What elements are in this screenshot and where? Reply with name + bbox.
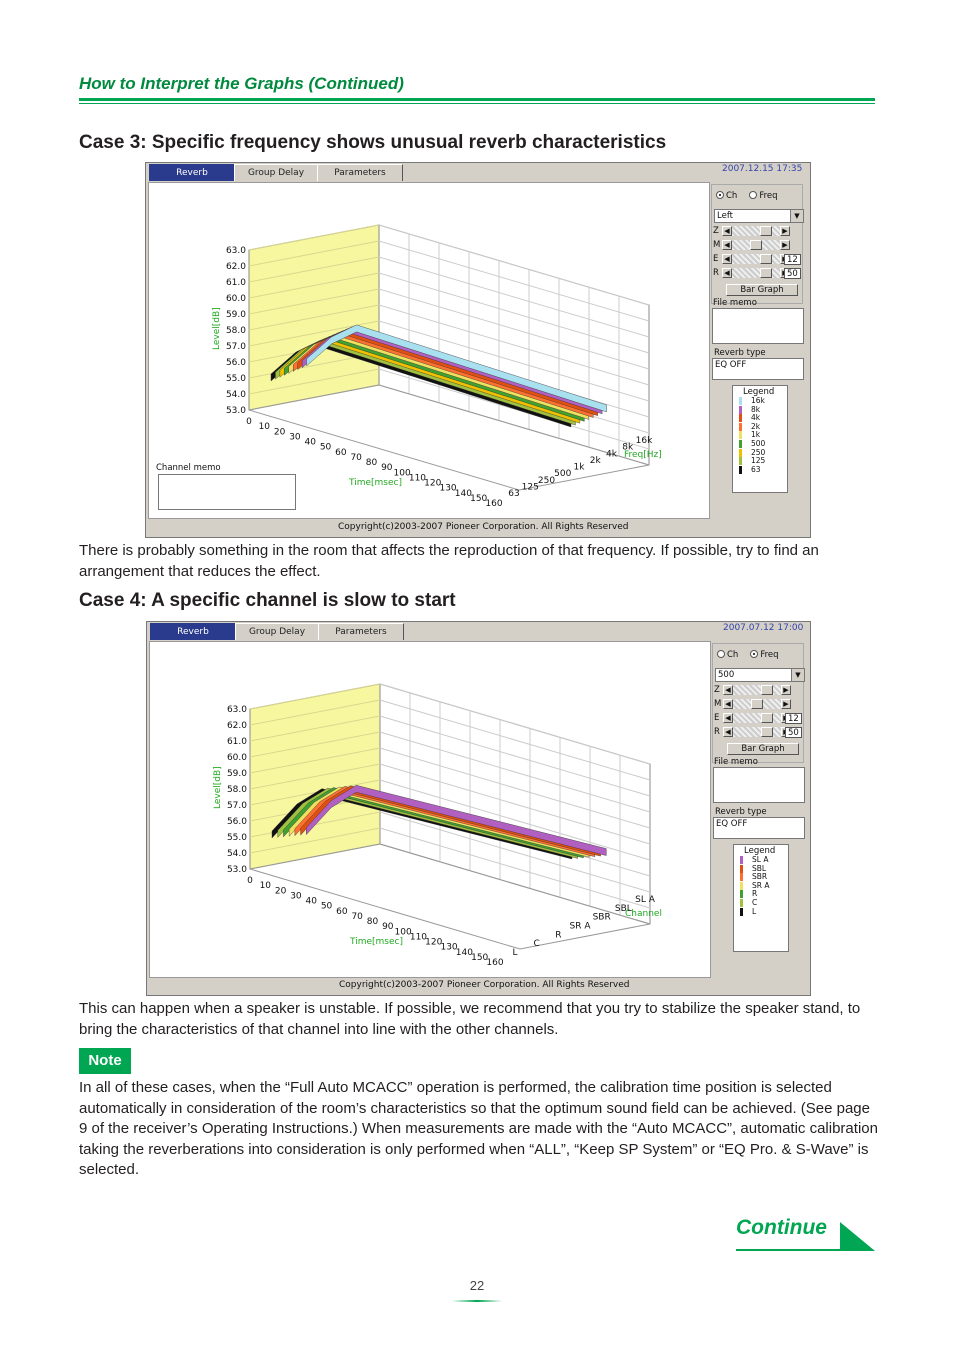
reverb-3d-chart <box>150 642 710 977</box>
case4-body: This can happen when a speaker is unstable. If possible, we recommend that you try to stabilize the speaker stand, to bring the characteristics of that channel into line with the other channels. <box>79 1000 861 1038</box>
slider-label-m: M <box>714 699 722 709</box>
legend-label: 8k <box>751 404 761 414</box>
time-tick-label: 40 <box>304 437 316 448</box>
channel-memo-label: Channel memo <box>156 463 221 473</box>
legend-label: SR A <box>752 880 770 890</box>
y-tick-label: 59.0 <box>225 310 246 320</box>
slider-label-z: Z <box>714 685 720 695</box>
y-axis-label: Level[dB] <box>212 307 222 350</box>
radio-freq-label: Freq <box>759 191 778 201</box>
depth-tick-label: 2k <box>589 455 601 466</box>
slider-thumb-e[interactable] <box>760 254 772 264</box>
graph-area <box>149 641 711 978</box>
time-tick-label: 30 <box>290 891 302 902</box>
tab-parameters[interactable]: Parameters <box>318 623 404 640</box>
depth-tick-label: L <box>512 948 518 958</box>
radio-freq[interactable] <box>750 650 778 660</box>
time-tick-label: 10 <box>259 881 272 892</box>
depth-tick-label: SR A <box>569 921 591 932</box>
timestamp: 2007.12.15 17:35 <box>722 164 803 174</box>
r-value-box[interactable]: 50 <box>784 268 801 279</box>
slider-thumb-m[interactable] <box>750 240 762 250</box>
arrow-left-icon[interactable]: ◀ <box>723 699 733 709</box>
chevron-down-icon[interactable]: ▼ <box>790 210 803 222</box>
time-tick-label: 50 <box>319 442 332 453</box>
y-tick-label: 59.0 <box>226 769 247 779</box>
graph-area <box>148 182 710 519</box>
slider-label-e: E <box>713 254 719 264</box>
y-tick-label: 56.0 <box>225 358 246 368</box>
y-tick-label: 57.0 <box>225 342 246 352</box>
time-tick-label: 40 <box>305 896 317 907</box>
legend-label: 2k <box>751 421 761 431</box>
radio-ch[interactable] <box>717 650 738 660</box>
tab-group-delay[interactable]: Group Delay <box>234 164 318 181</box>
time-tick-label: 10 <box>258 422 271 433</box>
depth-tick-label: R <box>555 930 562 941</box>
time-tick-label: 150 <box>471 952 489 963</box>
slider-track-z[interactable] <box>733 685 781 695</box>
y-tick-label: 54.0 <box>225 390 246 400</box>
time-tick-label: 60 <box>336 906 348 917</box>
tab-reverb[interactable]: Reverb <box>150 623 236 640</box>
slider-track-e[interactable] <box>732 254 780 264</box>
reverb-3d-chart <box>149 183 709 518</box>
y-tick-label: 63.0 <box>226 705 247 715</box>
depth-tick-label: 500 <box>554 469 572 480</box>
legend-title: Legend <box>744 846 776 856</box>
legend-swatch <box>740 873 743 881</box>
y-tick-label: 58.0 <box>225 326 246 336</box>
arrow-right-icon[interactable]: ▶ <box>780 226 790 236</box>
radio-ch-label: Ch <box>727 650 739 660</box>
slider-thumb-z[interactable] <box>761 685 773 695</box>
timestamp: 2007.07.12 17:00 <box>723 623 804 633</box>
radio-freq-label: Freq <box>760 650 779 660</box>
case4-title: Case 4: A specific channel is slow to start <box>79 590 456 611</box>
time-tick-label: 20 <box>273 427 286 438</box>
slider-thumb-z[interactable] <box>760 226 772 236</box>
tab-group-delay[interactable]: Group Delay <box>235 623 319 640</box>
legend-label: R <box>752 889 758 899</box>
header-rule-thin <box>79 103 875 104</box>
time-tick-label: 90 <box>381 463 393 474</box>
slider-thumb-m[interactable] <box>751 699 763 709</box>
time-tick-label: 0 <box>247 876 253 886</box>
arrow-left-icon[interactable]: ◀ <box>722 240 732 250</box>
arrow-left-icon[interactable]: ◀ <box>723 685 733 695</box>
depth-tick-label: 250 <box>537 475 556 486</box>
page-number: 22 <box>469 1278 485 1293</box>
mode-radio-group <box>717 650 779 660</box>
note-body: In all of these cases, when the “Full Auto MCACC” operation is performed, the calibration time position is selected automatically in consideration of the room’s characteristics so that the optimum sound field can be achieved. (See page 9 of the receiver’s Operating Instructions.) When measurements are made with the “Auto MCACC”, automatic calibration taking the reverberations into consideration is only performed when “ALL”, “Keep SP System” or “EQ Pro. & S-Wave” is selected. <box>79 1079 878 1178</box>
time-tick-label: 30 <box>289 432 301 443</box>
time-tick-label: 120 <box>425 937 443 948</box>
slider-track-e[interactable] <box>733 713 781 723</box>
time-tick-label: 160 <box>486 958 504 968</box>
time-tick-label: 100 <box>393 468 411 479</box>
reverb-type-field: EQ OFF <box>712 358 804 380</box>
y-tick-label: 62.0 <box>225 262 246 272</box>
legend-swatch <box>739 431 742 439</box>
depth-tick-label: SBL <box>614 903 632 914</box>
time-tick-label: 140 <box>455 947 473 958</box>
time-tick-label: 110 <box>408 473 427 484</box>
legend-label: SL A <box>752 855 769 864</box>
time-tick-label: 130 <box>440 942 458 953</box>
legend-swatch <box>739 457 742 465</box>
legend-label: 500 <box>751 439 766 448</box>
controls-group <box>711 184 803 304</box>
slider-thumb-r[interactable] <box>761 727 773 737</box>
arrow-right-icon[interactable]: ▶ <box>781 699 791 709</box>
time-tick-label: 130 <box>439 483 457 494</box>
legend-title: Legend <box>743 387 775 397</box>
bar-graph-button[interactable]: Bar Graph <box>726 284 798 296</box>
arrow-right-icon[interactable]: ▶ <box>780 240 790 250</box>
radio-freq-icon[interactable] <box>749 191 757 199</box>
reverb-screenshot-case4 <box>146 621 811 996</box>
slider-label-z: Z <box>713 226 719 236</box>
legend-swatch <box>739 406 742 414</box>
time-tick-label: 100 <box>394 927 412 938</box>
depth-tick-label: 63 <box>508 489 520 499</box>
legend-label: 4k <box>751 413 761 423</box>
file-memo-label: File memo <box>714 757 758 767</box>
y-tick-label: 54.0 <box>226 849 247 859</box>
time-tick-label: 70 <box>351 911 363 922</box>
section-title: How to Interpret the Graphs (Continued) <box>79 74 404 93</box>
legend-label: 1k <box>751 430 761 440</box>
arrow-left-icon[interactable]: ◀ <box>722 268 732 278</box>
note-badge: Note <box>79 1048 131 1074</box>
y-tick-label: 53.0 <box>226 865 247 875</box>
channel-memo-field[interactable] <box>158 474 296 510</box>
legend-label: SBL <box>752 863 767 873</box>
y-tick-label: 57.0 <box>226 801 247 811</box>
legend-swatch <box>740 856 743 864</box>
channel-select[interactable]: Left ▼ <box>714 209 804 223</box>
reverb-screenshot-case3 <box>145 162 811 538</box>
slider-label-m: M <box>713 240 721 250</box>
tab-parameters[interactable]: Parameters <box>317 164 403 181</box>
control-panel <box>711 182 807 516</box>
legend-swatch <box>740 865 743 873</box>
legend-swatch <box>740 882 743 890</box>
time-tick-label: 160 <box>485 499 503 509</box>
depth-tick-label: C <box>533 939 540 950</box>
e-value-box[interactable]: 12 <box>784 254 801 265</box>
y-tick-label: 53.0 <box>225 406 246 416</box>
y-tick-label: 56.0 <box>226 817 247 827</box>
copyright-text: Copyright(c)2003-2007 Pioneer Corporation. All Rights Reserved <box>339 980 630 990</box>
legend-label: C <box>752 898 758 907</box>
e-value-box[interactable]: 12 <box>785 713 802 724</box>
depth-axis-label: Channel <box>625 909 662 919</box>
case3-body: There is probably something in the room that affects the reproduction of that frequency. If possible, try to find an arrangement that reduces the effect. <box>79 542 819 580</box>
depth-tick-label: 125 <box>521 482 539 493</box>
y-tick-label: 63.0 <box>225 246 246 256</box>
file-memo-label: File memo <box>713 298 757 308</box>
r-value-box[interactable]: 50 <box>785 727 802 738</box>
time-tick-label: 20 <box>274 886 287 897</box>
legend-label: L <box>752 906 757 916</box>
radio-ch-icon[interactable] <box>717 650 725 658</box>
legend-swatch <box>739 449 742 457</box>
depth-tick-label: 16k <box>635 436 653 446</box>
depth-tick-label: SBR <box>592 912 611 923</box>
y-tick-label: 58.0 <box>226 785 247 795</box>
time-tick-label: 110 <box>409 932 428 943</box>
y-tick-label: 60.0 <box>225 294 246 304</box>
reverb-type-label: Reverb type <box>714 348 766 358</box>
continue-label: Continue <box>736 1216 827 1239</box>
legend-box <box>732 385 788 493</box>
radio-freq-icon[interactable] <box>750 650 758 658</box>
arrow-left-icon[interactable]: ◀ <box>722 254 732 264</box>
copyright-text: Copyright(c)2003-2007 Pioneer Corporation. All Rights Reserved <box>338 522 629 532</box>
reverb-type-label: Reverb type <box>715 807 767 817</box>
tab-reverb[interactable]: Reverb <box>149 164 235 181</box>
controls-group <box>712 643 804 763</box>
legend-label: 125 <box>751 456 766 466</box>
control-panel <box>712 641 808 974</box>
slider-track-z[interactable] <box>732 226 780 236</box>
depth-tick-label: 4k <box>606 449 617 460</box>
depth-axis-label: Freq[Hz] <box>624 450 662 460</box>
depth-tick-label: 8k <box>622 442 634 453</box>
y-tick-label: 61.0 <box>226 737 247 747</box>
legend-swatch <box>740 908 743 916</box>
reverb-type-field: EQ OFF <box>713 817 805 839</box>
legend-swatch <box>739 414 742 422</box>
legend-box <box>733 844 789 952</box>
time-tick-label: 80 <box>365 458 378 468</box>
y-axis-label: Level[dB] <box>213 766 223 809</box>
legend-label: SBR <box>752 872 768 882</box>
y-tick-label: 62.0 <box>226 721 247 731</box>
arrow-right-icon[interactable]: ▶ <box>781 685 791 695</box>
legend-swatch <box>739 397 742 405</box>
legend-label: 250 <box>751 447 766 457</box>
time-axis-label: Time[msec] <box>350 937 403 947</box>
slider-thumb-e[interactable] <box>761 713 773 723</box>
arrow-left-icon[interactable]: ◀ <box>722 226 732 236</box>
radio-ch[interactable] <box>716 191 737 201</box>
radio-ch-icon[interactable] <box>716 191 724 199</box>
depth-tick-label: SL A <box>635 895 655 905</box>
time-tick-label: 0 <box>246 417 252 427</box>
file-memo-field[interactable] <box>713 767 805 803</box>
slider-label-e: E <box>714 713 720 723</box>
time-tick-label: 90 <box>382 922 394 933</box>
legend-swatch <box>740 890 743 898</box>
bar-graph-button[interactable]: Bar Graph <box>727 743 799 755</box>
radio-ch-label: Ch <box>726 191 738 201</box>
depth-tick-label: 1k <box>573 462 585 473</box>
radio-freq[interactable] <box>749 191 777 201</box>
legend-swatch <box>739 466 742 474</box>
time-tick-label: 120 <box>424 478 442 489</box>
continue-arrow-icon <box>736 1222 876 1252</box>
legend-swatch <box>740 899 743 907</box>
arrow-left-icon[interactable]: ◀ <box>723 727 733 737</box>
time-tick-label: 60 <box>335 447 347 458</box>
time-axis-label: Time[msec] <box>349 478 402 488</box>
legend-swatch <box>739 423 742 431</box>
chevron-down-icon[interactable]: ▼ <box>791 669 804 681</box>
y-tick-label: 55.0 <box>226 833 247 843</box>
slider-track-r[interactable] <box>732 268 780 278</box>
mode-radio-group <box>716 191 778 201</box>
page-number-rule <box>452 1300 502 1302</box>
y-tick-label: 61.0 <box>225 278 246 288</box>
slider-label-r: R <box>713 268 719 278</box>
time-tick-label: 80 <box>366 917 379 927</box>
y-tick-label: 55.0 <box>225 374 246 384</box>
header-rule <box>79 98 875 101</box>
time-tick-label: 50 <box>320 901 333 912</box>
legend-label: 63 <box>751 464 761 474</box>
legend-label: 16k <box>751 396 765 405</box>
time-tick-label: 150 <box>470 493 488 504</box>
file-memo-field[interactable] <box>712 308 804 344</box>
legend-swatch <box>739 440 742 448</box>
slider-thumb-r[interactable] <box>760 268 772 278</box>
time-tick-label: 140 <box>454 488 472 499</box>
slider-label-r: R <box>714 727 720 737</box>
arrow-left-icon[interactable]: ◀ <box>723 713 733 723</box>
case3-title: Case 3: Specific frequency shows unusual reverb characteristics <box>79 132 667 153</box>
slider-track-r[interactable] <box>733 727 781 737</box>
y-tick-label: 60.0 <box>226 753 247 763</box>
time-tick-label: 70 <box>350 452 362 463</box>
channel-select[interactable]: 500 ▼ <box>715 668 805 682</box>
